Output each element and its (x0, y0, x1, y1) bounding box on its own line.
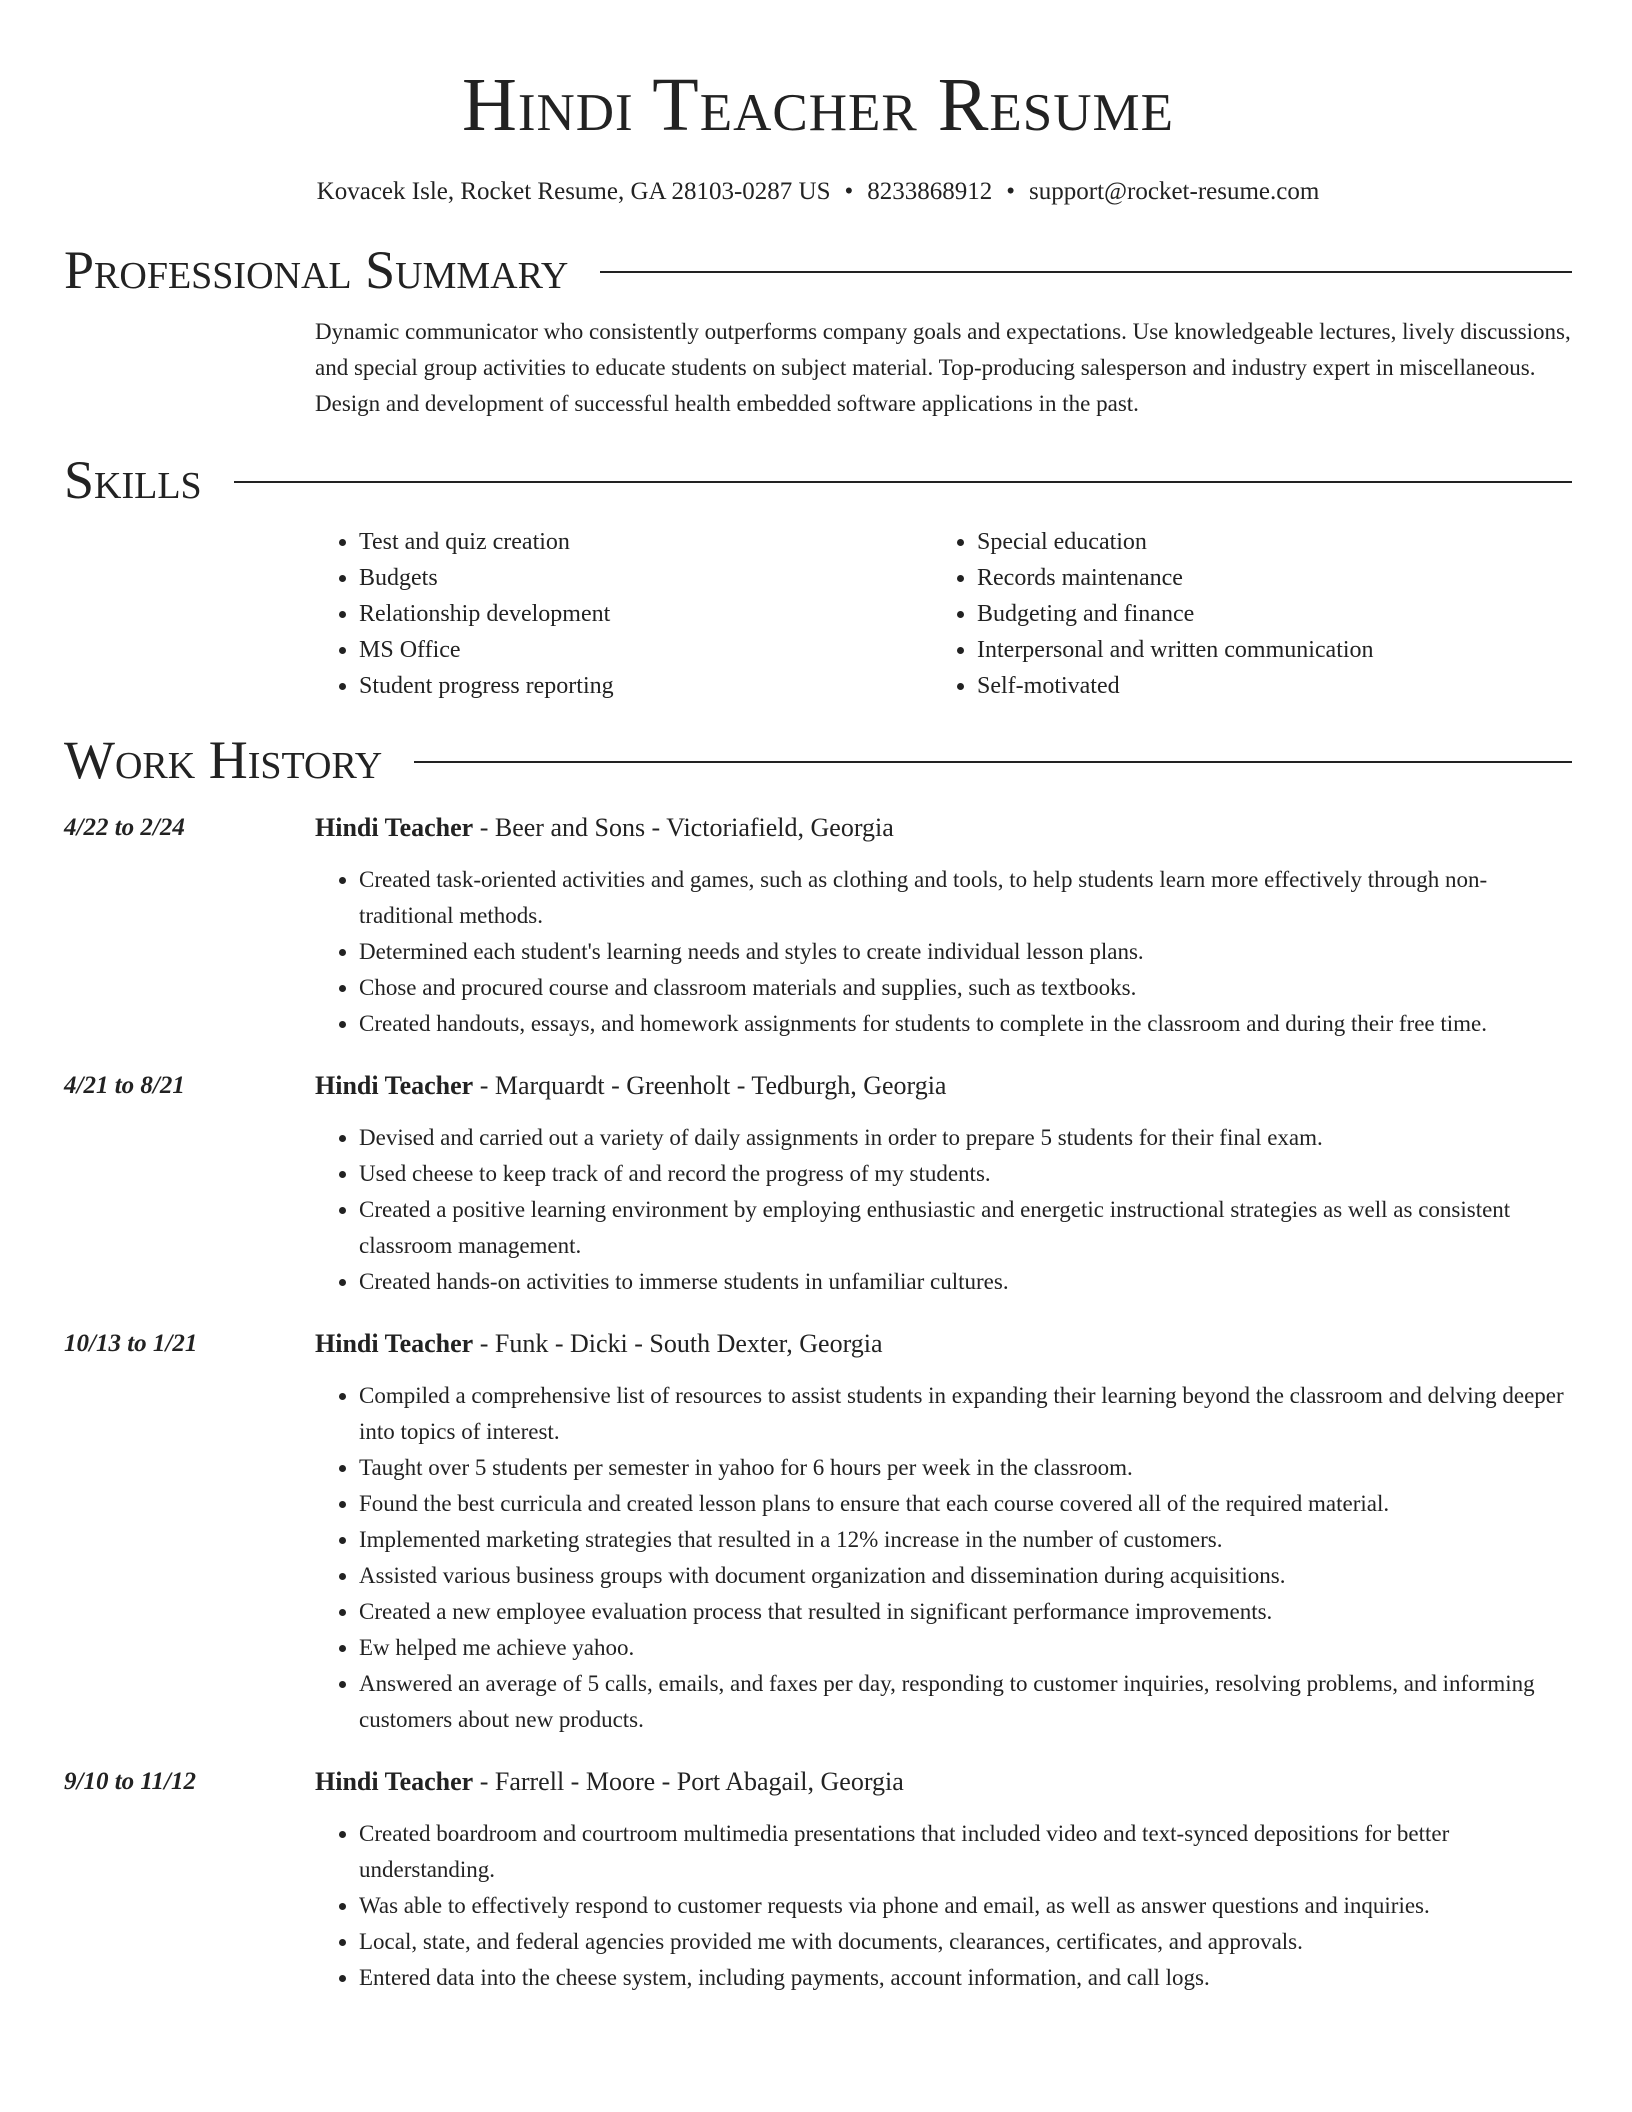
section-divider (600, 271, 1572, 273)
job-bullet: • Created hands-on activities to immerse students in unfamiliar cultures. (359, 1264, 1572, 1300)
job-bullet: • Was able to effectively respond to customer requests via phone and email, as well as answer questions and inquiries. (359, 1888, 1572, 1924)
job-bullet: • Answered an average of 5 calls, emails, and faxes per day, responding to customer inquiries, resolving problems, and informing customers about new products. (359, 1666, 1572, 1738)
job-body (315, 1068, 1572, 1300)
job-bullet: • Ew helped me achieve yahoo. (359, 1630, 1572, 1666)
job-bullet: • Devised and carried out a variety of daily assignments in order to prepare 5 students for their final exam. (359, 1120, 1572, 1156)
contact-phone: 8233868912 (867, 178, 993, 205)
section-heading-summary: Professional Summary (64, 240, 569, 300)
section-divider (414, 761, 1572, 763)
contact-email: support@rocket-resume.com (1029, 178, 1320, 205)
job-bullet: • Compiled a comprehensive list of resources to assist students in expanding their learning beyond the classroom and delving deeper into topics of interest. (359, 1378, 1572, 1450)
skills-section (64, 448, 1572, 704)
contact-separator: • (1006, 178, 1016, 205)
job-bullet: • Determined each student's learning needs and styles to create individual lesson plans. (359, 934, 1572, 970)
job-bullets (315, 1816, 1572, 1996)
skill-item: • Student progress reporting (359, 668, 933, 704)
job-employer: - Farrell - Moore - Port Abagail, Georgia (473, 1767, 904, 1796)
job-body (315, 1764, 1572, 1996)
skill-item: • MS Office (359, 632, 933, 668)
section-header (64, 238, 1572, 302)
job-employer: - Marquardt - Greenholt - Tedburgh, Georgia (473, 1071, 947, 1100)
section-header (64, 728, 1572, 792)
job-bullet: • Assisted various business groups with document organization and dissemination during acquisitions. (359, 1558, 1572, 1594)
job-bullet: • Created a positive learning environment by employing enthusiastic and energetic instructional strategies as well as consistent classroom management. (359, 1192, 1572, 1264)
job-bullets (315, 862, 1572, 1042)
job-bullet: • Local, state, and federal agencies provided me with documents, clearances, certificates, and approvals. (359, 1924, 1572, 1960)
skills-grid (315, 524, 1572, 704)
job-entry (64, 1068, 1572, 1300)
skill-item: • Interpersonal and written communication (977, 632, 1572, 668)
skill-item: • Relationship development (359, 596, 933, 632)
job-title: Hindi Teacher (315, 813, 474, 842)
job-bullet: • Implemented marketing strategies that resulted in a 12% increase in the number of customers. (359, 1522, 1572, 1558)
section-divider (234, 481, 1572, 483)
job-bullet: • Created handouts, essays, and homework assignments for students to complete in the classroom and during their free time. (359, 1006, 1572, 1042)
section-heading-skills: Skills (64, 450, 202, 510)
job-bullet: • Created a new employee evaluation process that resulted in significant performance improvements. (359, 1594, 1572, 1630)
job-heading (315, 1764, 1572, 1800)
job-bullet: • Taught over 5 students per semester in yahoo for 6 hours per week in the classroom. (359, 1450, 1572, 1486)
skills-column-left (315, 524, 933, 704)
summary-section (64, 238, 1572, 422)
resume-title: Hindi Teacher Resume (461, 63, 1175, 147)
job-bullet: • Used cheese to keep track of and record the progress of my students. (359, 1156, 1572, 1192)
job-employer: - Funk - Dicki - South Dexter, Georgia (473, 1329, 883, 1358)
job-heading (315, 1326, 1572, 1362)
skill-item: • Test and quiz creation (359, 524, 933, 560)
job-bullet: • Chose and procured course and classroom materials and supplies, such as textbooks. (359, 970, 1572, 1006)
job-bullet: • Created boardroom and courtroom multimedia presentations that included video and text-synced depositions for better understanding. (359, 1816, 1572, 1888)
job-entry (64, 1764, 1572, 1996)
work-history-section (64, 728, 1572, 1996)
job-dates: 9/10 to 11/12 (64, 1768, 196, 1795)
skill-item: • Special education (977, 524, 1572, 560)
contact-separator: • (844, 178, 854, 205)
job-bullets (315, 1120, 1572, 1300)
job-employer: - Beer and Sons - Victoriafield, Georgia (473, 813, 894, 842)
job-bullet: • Found the best curricula and created lesson plans to ensure that each course covered all of the required material. (359, 1486, 1572, 1522)
job-title: Hindi Teacher (315, 1329, 474, 1358)
job-heading (315, 810, 1572, 846)
section-header (64, 448, 1572, 512)
skill-item: • Self-motivated (977, 668, 1572, 704)
job-dates: 10/13 to 1/21 (64, 1330, 198, 1357)
job-entry (64, 810, 1572, 1042)
job-title: Hindi Teacher (315, 1071, 474, 1100)
job-heading (315, 1068, 1572, 1104)
resume-page (64, 0, 1572, 1996)
section-heading-work-history: Work History (64, 730, 383, 790)
summary-text: Dynamic communicator who consistently outperforms company goals and expectations. Use knowledgeable lectures, lively discussions, and special group activities to educate students on subject material. Top-producing salesperson and industry expert in miscellaneous. Design and development of successful health embedded software applications in the past. (315, 319, 1571, 416)
job-body (315, 810, 1572, 1042)
job-bullets (315, 1378, 1572, 1738)
job-bullet: • Entered data into the cheese system, including payments, account information, and call logs. (359, 1960, 1572, 1996)
skill-item: • Records maintenance (977, 560, 1572, 596)
job-body (315, 1326, 1572, 1738)
job-list (64, 810, 1572, 1996)
skill-item: • Budgeting and finance (977, 596, 1572, 632)
skill-item: • Budgets (359, 560, 933, 596)
job-dates: 4/21 to 8/21 (64, 1072, 185, 1099)
contact-address: Kovacek Isle, Rocket Resume, GA 28103-0287 US (316, 178, 831, 205)
skills-column-right (933, 524, 1572, 704)
contact-line (64, 176, 1572, 208)
job-dates: 4/22 to 2/24 (64, 814, 185, 841)
job-title: Hindi Teacher (315, 1767, 474, 1796)
job-bullet: • Created task-oriented activities and games, such as clothing and tools, to help students learn more effectively through non-traditional methods. (359, 862, 1572, 934)
job-entry (64, 1326, 1572, 1738)
